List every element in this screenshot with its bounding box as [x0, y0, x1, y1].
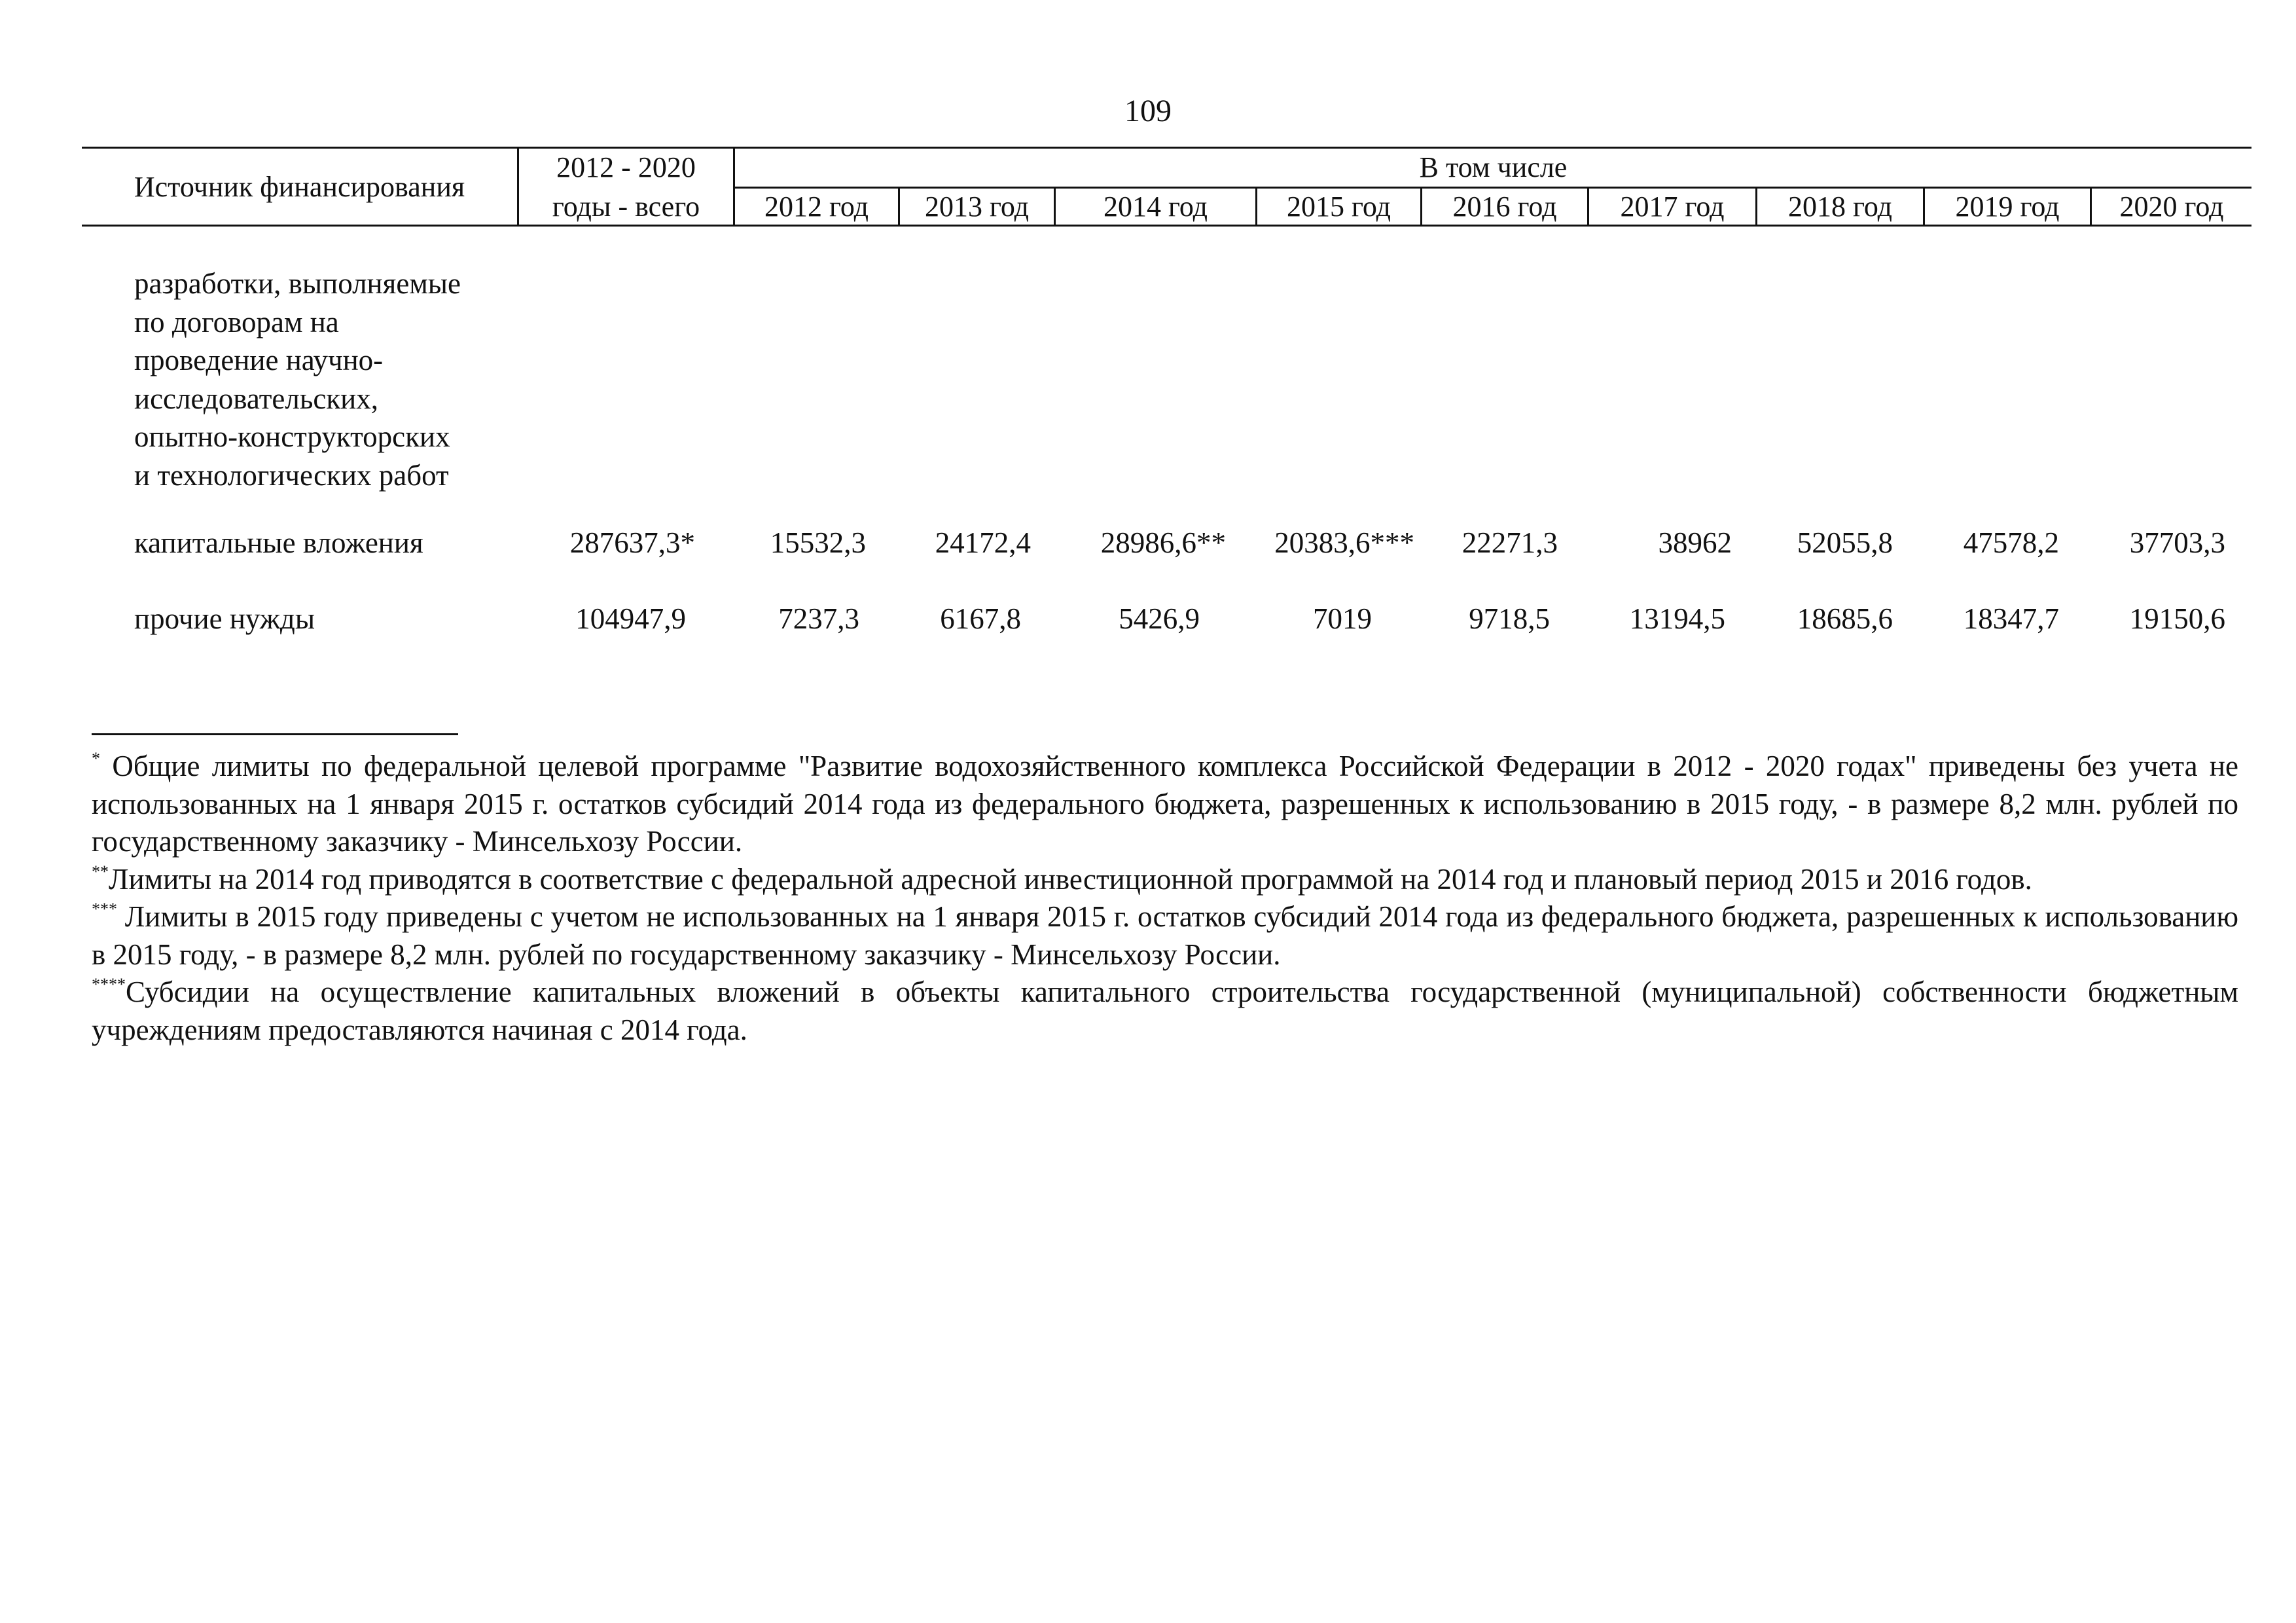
header-year: 2019 год — [1955, 191, 2060, 223]
table-cell: 15532,3 — [770, 526, 866, 559]
header-including: В том числе — [1419, 151, 1568, 183]
header-year: 2015 год — [1286, 191, 1391, 223]
footnote-marker: * — [92, 749, 100, 768]
footnote-text: Лимиты на 2014 год приводятся в соответствие с федеральной адресной инвестиционной программой на 2014 год и плановый период 2015 и 2016 годов. — [109, 862, 2032, 896]
footnote — [92, 974, 2238, 1049]
table-cell: 28986,6** — [1100, 526, 1226, 559]
cell-total: 104947,9 — [575, 602, 686, 635]
table-top-rule — [82, 147, 2251, 149]
footnote-marker: **** — [92, 975, 126, 994]
table-cell: 5426,9 — [1119, 602, 1200, 635]
row-label-line: опытно-конструкторских — [134, 420, 450, 453]
table-cell: 38962 — [1658, 526, 1732, 559]
table-cell: 13194,5 — [1629, 602, 1725, 635]
header-year: 2013 год — [924, 191, 1030, 223]
table-cell: 22271,3 — [1462, 526, 1558, 559]
row-label-line: разработки, выполняемые — [134, 267, 461, 300]
footnote — [92, 748, 2238, 861]
row-label-other: прочие нужды — [134, 602, 315, 635]
footnote-marker: ** — [92, 862, 109, 881]
header-year: 2012 год — [764, 191, 869, 223]
row-label-research — [134, 264, 461, 494]
footnote-text: Общие лимиты по федеральной целевой программе "Развитие водохозяйственного комплекса Российской Федерации в 2012 - 2020 годах" приведены без учета не использованных на 1 января 2015 г. остатков субсидий 2014 года из федерального бюджета, разрешенных к использованию в 2015 году, - в размере 8,2 млн. рублей по государственному заказчику - Минсельхозу России. — [92, 750, 2238, 858]
header-total-line1: 2012 - 2020 — [556, 151, 696, 183]
table-cell: 24172,4 — [935, 526, 1031, 559]
row-label-capital: капитальные вложения — [134, 526, 423, 559]
footnote — [92, 861, 2238, 899]
header-year: 2014 год — [1103, 191, 1208, 223]
table-cell: 9718,5 — [1469, 602, 1550, 635]
table-cell: 20383,6*** — [1274, 526, 1414, 559]
row-label-line: исследовательских, — [134, 382, 379, 415]
header-total-line2: годы - всего — [552, 191, 700, 223]
header-year: 2016 год — [1452, 191, 1557, 223]
footnote — [92, 898, 2238, 974]
row-label-line: и технологических работ — [134, 458, 449, 492]
table-cell: 18347,7 — [1963, 602, 2059, 635]
row-label-line: по договорам на — [134, 305, 339, 338]
footnote-marker: *** — [92, 900, 117, 919]
header-year: 2017 год — [1620, 191, 1725, 223]
table-cell: 7019 — [1313, 602, 1372, 635]
page-number: 109 — [1124, 94, 1172, 128]
cell-total: 287637,3* — [569, 526, 695, 559]
table-cell: 37703,3 — [2129, 526, 2225, 559]
footnote-separator — [92, 733, 458, 735]
footnote-text: Субсидии на осуществление капитальных вложений в объекты капитального строительства государственной (муниципальной) собственности бюджетным учреждениям предоставляются начиная с 2014 года. — [92, 976, 2238, 1046]
table-cell: 19150,6 — [2129, 602, 2225, 635]
footnote-text: Лимиты в 2015 году приведены с учетом не использованных на 1 января 2015 г. остатков субсидий 2014 года из федерального бюджета, разрешенных к использованию в 2015 году, - в размере 8,2 млн. рублей по государственному заказчику - Минсельхозу России. — [92, 900, 2238, 971]
table-cell: 7237,3 — [778, 602, 859, 635]
footnotes — [92, 748, 2238, 1049]
table-cell: 18685,6 — [1797, 602, 1893, 635]
table-cell: 47578,2 — [1963, 526, 2059, 559]
row-label-line: проведение научно- — [134, 344, 384, 376]
header-source: Источник финансирования — [134, 171, 465, 203]
table-cell: 52055,8 — [1797, 526, 1893, 559]
header-year: 2018 год — [1787, 191, 1893, 223]
header-year: 2020 год — [2119, 191, 2224, 223]
table-cell: 6167,8 — [940, 602, 1021, 635]
